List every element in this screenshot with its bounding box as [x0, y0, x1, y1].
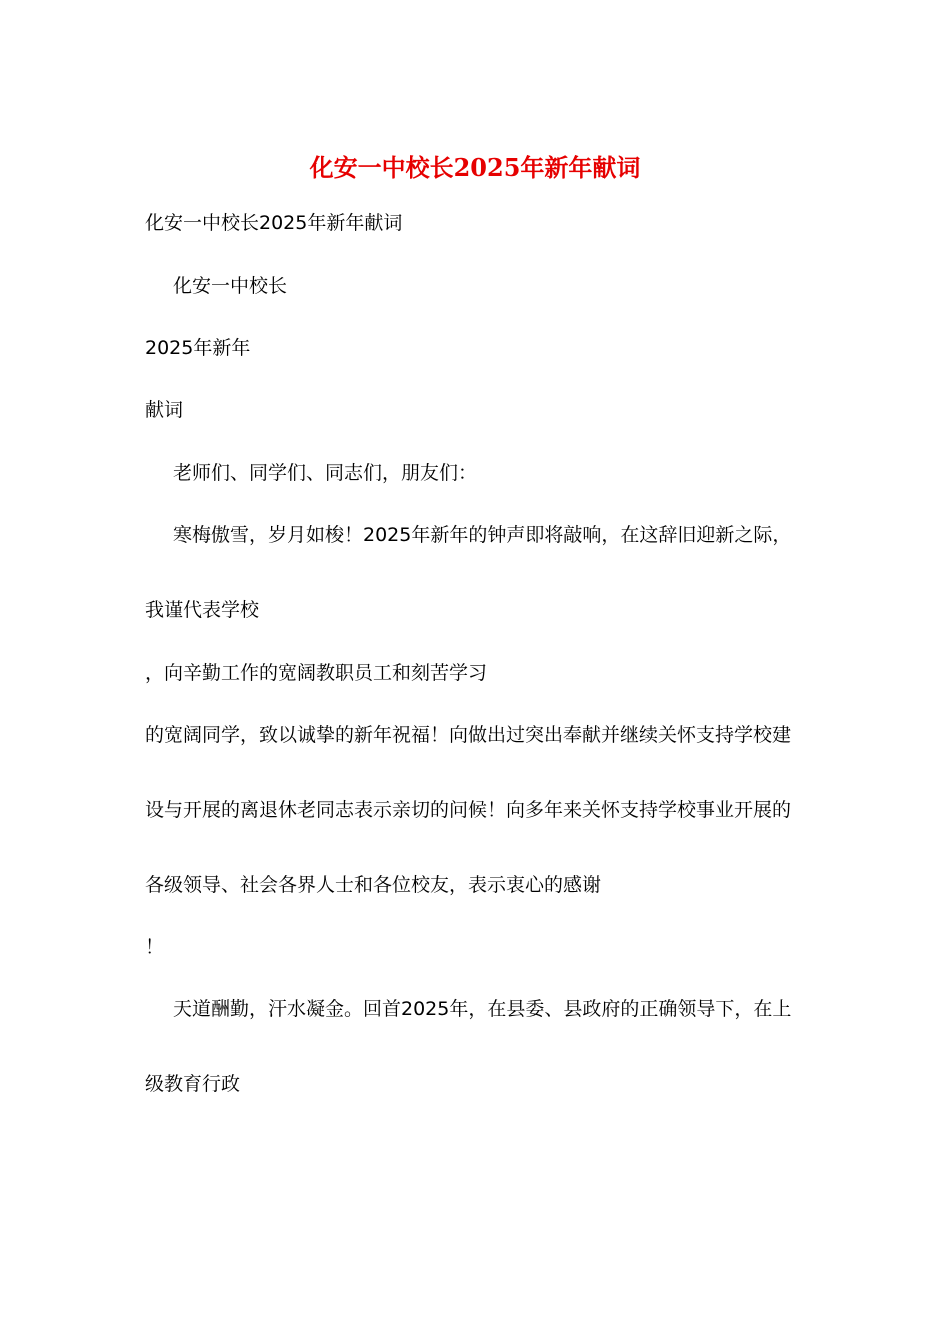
year-line: 2025年新年 [145, 337, 251, 359]
paragraph-line: 设与开展的离退休老同志表示亲切的问候！向多年来关怀支持学校事业开展的 [145, 799, 792, 821]
author-line: 化安一中校长 [173, 275, 288, 297]
paragraph-line: 天道酬勤，汗水凝金。回首2025年，在县委、县政府的正确领导下，在上 [173, 998, 792, 1020]
paragraph-line: 各级领导、社会各界人士和各位校友，表示衷心的感谢 [145, 874, 602, 896]
paragraph-line: 级教育行政 [145, 1073, 241, 1095]
subtitle-line: 化安一中校长2025年新年献词 [145, 212, 403, 234]
paragraph-line: 寒梅傲雪，岁月如梭！2025年新年的钟声即将敲响，在这辞旧迎新之际， [173, 524, 792, 546]
heading-word-line: 献词 [145, 399, 184, 421]
salutation-line: 老师们、同学们、同志们，朋友们： [173, 462, 478, 484]
document-title: 化安一中校长2025年新年献词 [309, 153, 641, 182]
paragraph-line: ，向辛勤工作的宽阔教职员工和刻苦学习 [145, 662, 488, 684]
paragraph-line: 的宽阔同学，致以诚挚的新年祝福！向做出过突出奉献并继续关怀支持学校建 [145, 724, 792, 746]
paragraph-line: ！ [145, 936, 165, 958]
paragraph-line: 我谨代表学校 [145, 599, 260, 621]
